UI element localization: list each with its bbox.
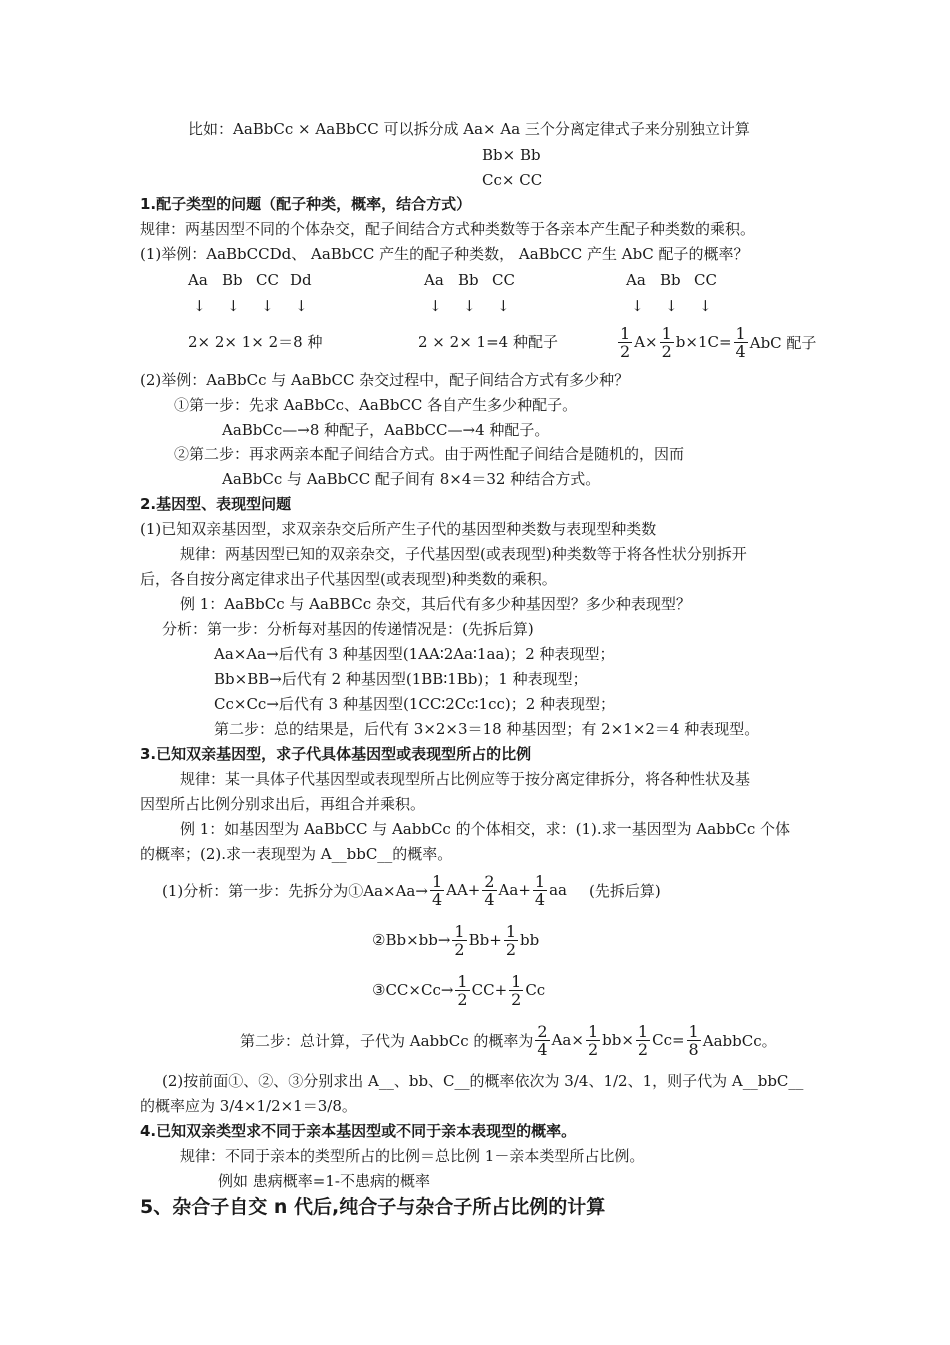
fraction: $\frac{1}{2}$	[511, 971, 522, 1009]
section-3-rule-line-1: 规律：某一具体子代基因型或表现型所占比例应等于按分离定律拆分，将各种性状及基	[180, 770, 751, 788]
section-4-heading: 4.已知双亲类型求不同于亲本基因型或不同于亲本表现型的概率。	[140, 1122, 577, 1140]
down-arrow-icon: ↓	[699, 297, 712, 315]
calc-gamete-probability: $\frac{1}{2}$ A× $\frac{1}{2}$ b×1C= $\frac{1}{4}$ AbC 配子	[620, 323, 817, 361]
analysis-line-bb: Bb×BB→后代有 2 种基因型(1BB∶1Bb)；1 种表现型；	[214, 670, 588, 688]
section-4-rule: 规律：不同于亲本的类型所占的比例＝总比例 1－亲本类型所占比例。	[180, 1147, 645, 1165]
gene-label: Aa	[188, 271, 208, 289]
section-5-heading: 5、杂合子自交 n 代后,纯合子与杂合子所占比例的计算	[140, 1196, 606, 1218]
fraction: $\frac{1}{2}$	[620, 323, 631, 361]
section-1-example-1-question: (1)举例：AaBbCCDd、 AaBbCC 产生的配子种类数， AaBbCC 产生 AbC 配子的概率？	[140, 245, 749, 263]
down-arrow-icon: ↓	[631, 297, 644, 315]
intro-line-3: Cc× CC	[482, 171, 543, 189]
down-arrow-icon: ↓	[497, 297, 510, 315]
split-step-cc: ③CC×Cc→ $\frac{1}{2}$ CC+ $\frac{1}{2}$ Cc	[372, 971, 546, 1009]
gene-label: Bb	[660, 271, 681, 289]
gene-label: Aa	[626, 271, 646, 289]
down-arrow-icon: ↓	[295, 297, 308, 315]
fraction: $\frac{1}{2}$	[661, 323, 672, 361]
section-1-rule: 规律：两基因型不同的个体杂交，配子间结合方式种类数等于各亲本产生配子种类数的乘积。	[140, 220, 756, 238]
fraction: $\frac{1}{2}$	[505, 921, 516, 959]
fraction: $\frac{1}{2}$	[587, 1021, 599, 1059]
fraction: $\frac{1}{2}$	[454, 921, 465, 959]
step-1-detail: AaBbCc—→8 种配子，AaBbCC—→4 种配子。	[222, 421, 550, 439]
section-2-analysis: 分析：第一步：分析每对基因的传递情况是：(先拆后算)	[162, 620, 534, 638]
calc-gamete-types-b: 2 × 2× 1=4 种配子	[418, 333, 558, 351]
fraction: $\frac{2}{4}$	[537, 1021, 548, 1059]
intro-line-1: 比如：AaBbCc × AaBbCC 可以拆分成 Aa× Aa 三个分离定律式子来分别独立计算	[188, 120, 750, 138]
split-step-aa: (1)分析：第一步：先拆分为①Aa×Aa→ $\frac{1}{4}$ AA+ $\frac{2}{4}$ Aa+ $\frac{1}{4}$ aa (先拆后算)	[162, 871, 661, 909]
fraction: $\frac{1}{2}$	[457, 971, 468, 1009]
split-step-bb: ②Bb×bb→ $\frac{1}{2}$ Bb+ $\frac{1}{2}$ bb	[372, 921, 540, 959]
down-arrow-icon: ↓	[429, 297, 442, 315]
gene-label: CC	[256, 271, 279, 289]
section-2-example: 例 1：AaBbCc 与 AaBBCc 杂交，其后代有多少种基因型？多少种表现型？	[180, 595, 691, 613]
gene-label: Bb	[222, 271, 243, 289]
section-2-rule-line-2: 后，各自按分离定律求出子代基因型(或表现型)种类数的乘积。	[140, 570, 557, 588]
section-2-rule-line-1: 规律：两基因型已知的双亲杂交，子代基因型(或表现型)种类数等于将各性状分别拆开	[180, 545, 747, 563]
fraction: $\frac{2}{4}$	[484, 871, 495, 909]
section-2-part-1: (1)已知双亲基因型，求双亲杂交后所产生子代的基因型种类数与表现型种类数	[140, 520, 657, 538]
fraction: $\frac{1}{2}$	[637, 1021, 649, 1059]
intro-line-2: Bb× Bb	[482, 146, 541, 164]
down-arrow-icon: ↓	[261, 297, 274, 315]
total-calculation: 第二步：总计算，子代为 AabbCc 的概率为 $\frac{2}{4}$ Aa× $\frac{1}{2}$ bb× $\frac{1}{2}$ Cc= $\frac{1}{8}$ AabbCc。	[240, 1021, 777, 1059]
down-arrow-icon: ↓	[463, 297, 476, 315]
section-3-example-line-2: 的概率；(2).求一表现型为 A__bbC__的概率。	[140, 845, 453, 863]
fraction: $\frac{1}{4}$	[534, 871, 546, 909]
analysis-step-2: 第二步：总的结果是，后代有 3×2×3＝18 种基因型；有 2×1×2＝4 种表现型。	[214, 720, 760, 738]
step-2-detail: AaBbCc 与 AaBbCC 配子间有 8×4＝32 种结合方式。	[222, 470, 601, 488]
section-1-heading: 1.配子类型的问题（配子种类，概率，结合方式）	[140, 195, 472, 213]
down-arrow-icon: ↓	[193, 297, 206, 315]
fraction: $\frac{1}{8}$	[688, 1021, 699, 1059]
step-2: ②第二步：再求两亲本配子间结合方式。由于两性配子间结合是随机的，因而	[174, 445, 685, 463]
gene-label: CC	[492, 271, 515, 289]
step-1: ①第一步：先求 AaBbCc、AaBbCC 各自产生多少种配子。	[174, 396, 578, 414]
section-3-rule-line-2: 因型所占比例分别求出后，再组合并乘积。	[140, 795, 426, 813]
gene-label: Bb	[458, 271, 479, 289]
fraction: $\frac{1}{4}$	[735, 323, 746, 361]
section-3-heading: 3.已知双亲基因型，求子代具体基因型或表现型所占的比例	[140, 745, 532, 763]
gene-label: Dd	[290, 271, 312, 289]
analysis-line-cc: Cc×Cc→后代有 3 种基因型(1CC∶2Cc∶1cc)；2 种表现型；	[214, 695, 616, 713]
section-3-part-2-line-1: (2)按前面①、②、③分别求出 A__、bb、C__的概率依次为 3/4、1/2、1，则子代为 A__bbC__	[162, 1072, 804, 1090]
down-arrow-icon: ↓	[227, 297, 240, 315]
calc-gamete-types-a: 2× 2× 1× 2＝8 种	[188, 333, 323, 351]
section-3-part-2-line-2: 的概率应为 3/4×1/2×1＝3/8。	[140, 1097, 357, 1115]
section-2-heading: 2.基因型、表现型问题	[140, 495, 292, 513]
section-3-example-line-1: 例 1：如基因型为 AaBbCC 与 AabbCc 的个体相交，求：(1).求一基因型为 AabbCc 个体	[180, 820, 791, 838]
gene-label: CC	[694, 271, 717, 289]
analysis-line-aa: Aa×Aa→后代有 3 种基因型(1AA∶2Aa∶1aa)；2 种表现型；	[214, 645, 615, 663]
down-arrow-icon: ↓	[665, 297, 678, 315]
section-1-example-2-question: (2)举例：AaBbCc 与 AaBbCC 杂交过程中，配子间结合方式有多少种？	[140, 371, 630, 389]
gene-label: Aa	[424, 271, 444, 289]
section-4-example: 例如 患病概率=1-不患病的概率	[218, 1172, 430, 1190]
fraction: $\frac{1}{4}$	[431, 871, 443, 909]
